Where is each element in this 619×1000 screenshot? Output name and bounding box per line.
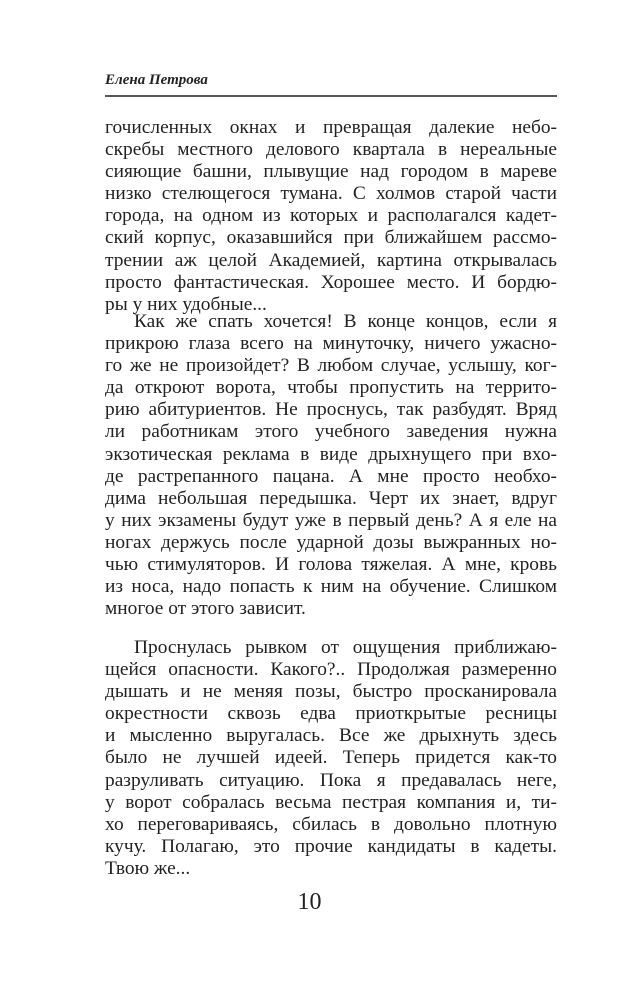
text-line: города, на одном из которых и располагался кадет- xyxy=(105,205,557,227)
page-number: 10 xyxy=(297,889,322,915)
text-line: трении аж целой Академией, картина открывалась xyxy=(105,249,557,271)
text-line: дышать и не меняя позы, быстро просканировала xyxy=(105,681,557,703)
text-line: хо переговариваясь, сбилась в довольно плотную xyxy=(105,813,557,835)
text-line: го же не произойдет? В любом случае, услышу, ког- xyxy=(105,355,557,377)
text-line: щейся опасности. Какого?.. Продолжая размеренно xyxy=(105,659,557,681)
text-line: скребы местного делового квартала в нереальные xyxy=(105,139,557,161)
text-line: ногах держусь после ударной дозы выжранных но- xyxy=(105,531,557,553)
text-line: многое от этого зависит. xyxy=(105,598,306,620)
text-line: рию абитуриентов. Не проснусь, так разбудят. Вряд xyxy=(105,399,557,421)
text-line: у ворот собралась весьма пестрая компания и, ти- xyxy=(105,791,557,813)
text-line: да откроют ворота, чтобы пропустить на террито- xyxy=(105,377,557,399)
text-line: окрестности сквозь едва приоткрытые ресницы xyxy=(105,703,557,725)
text-line: ры у них удобные... xyxy=(105,293,267,315)
header-rule xyxy=(105,95,557,97)
text-line: дима небольшая передышка. Черт их знает, вдруг xyxy=(105,487,557,509)
text-line: гочисленных окнах и превращая далекие небо- xyxy=(105,117,557,138)
paragraph-3 xyxy=(105,637,557,880)
text-line: разруливать ситуацию. Пока я предавалась неге, xyxy=(105,769,557,791)
text-line: ли работникам этого учебного заведения нужна xyxy=(105,421,557,443)
text-line: ский корпус, оказавшийся при ближайшем рассмо- xyxy=(105,227,557,249)
text-line: у них экзамены будут уже в первый день? А я еле на xyxy=(105,509,557,531)
text-line: из носа, надо попасть к ним на обучение. Слишком xyxy=(105,576,557,598)
text-line: де растрепанного пацана. А мне просто необхо- xyxy=(105,465,557,487)
paragraph-1 xyxy=(105,117,557,316)
text-line: кучу. Полагаю, это прочие кандидаты в кадеты. xyxy=(105,835,557,857)
text-line: экзотическая реклама в виде дрыхнущего при вхо- xyxy=(105,443,557,465)
text-line: Твою же... xyxy=(105,857,191,879)
text-line: низко стелющегося тумана. С холмов старой части xyxy=(105,183,557,205)
paragraph-2 xyxy=(105,311,557,620)
running-header-author: Елена Петрова xyxy=(105,72,208,88)
text-line: Как же спать хочется! В конце концов, если я xyxy=(134,311,557,332)
text-line: Проснулась рывком от ощущения приближаю- xyxy=(134,637,557,658)
text-line: чью стимуляторов. И голова тяжелая. А мне, кровь xyxy=(105,554,557,576)
text-line: было не лучшей идеей. Теперь придется как-то xyxy=(105,747,557,769)
text-line: и мысленно выругалась. Все же дрыхнуть здесь xyxy=(105,725,557,747)
text-line: прикрою глаза всего на минуточку, ничего ужасно- xyxy=(105,333,557,355)
text-line: просто фантастическая. Хорошее место. И бордю- xyxy=(105,271,557,293)
text-line: сияющие башни, плывущие над городом в мареве xyxy=(105,161,557,183)
